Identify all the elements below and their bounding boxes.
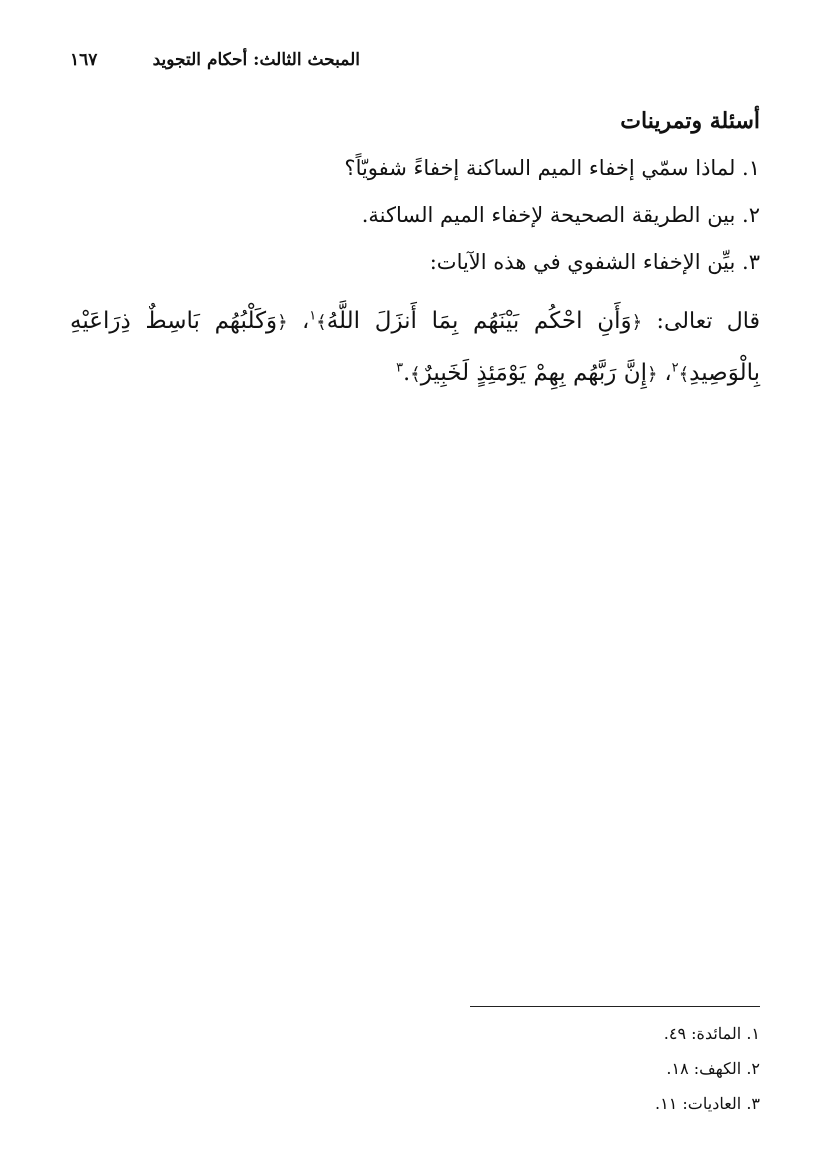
verse-separator: ،: [657, 361, 672, 386]
verse-separator: ،: [287, 309, 310, 334]
section-title: أسئلة وتمرينات: [620, 108, 760, 134]
footnote-1: ١. المائدة: ٤٩.: [663, 1024, 760, 1043]
verse-3: إِنَّ رَبَّهُم بِهِمْ يَوْمَئِذٍ لَخَبِيرٌ: [420, 360, 647, 386]
running-header: [70, 40, 360, 80]
verse-1: وَأَنِ احْكُم بَيْنَهُم بِمَا أَنزَلَ اللَّهُ: [326, 308, 632, 334]
ornate-bracket-close: ﴾: [410, 364, 421, 385]
footnote-ref-1: ١: [309, 308, 317, 324]
ornate-bracket-close: ﴾: [678, 364, 690, 385]
ornate-bracket-open: ﴿: [631, 312, 643, 333]
verse-2: وَكَلْبُهُم بَاسِطٌ ذِرَاعَيْهِ بِالْوَصِيدِ: [70, 308, 760, 386]
header-title: المبحث الثالث: أحكام التجويد: [152, 50, 360, 70]
question-3: ٣. بيِّن الإخفاء الشفوي في هذه الآيات:: [429, 250, 760, 274]
verse-block: [70, 296, 760, 400]
ornate-bracket-open: ﴿: [646, 364, 658, 385]
question-2: ٢. بين الطريقة الصحيحة لإخفاء الميم الساكنة.: [361, 203, 760, 227]
verse-end-mark: .: [403, 361, 411, 386]
footnote-2: ٢. الكهف: ١٨.: [666, 1059, 760, 1078]
verse-intro: قال تعالى:: [642, 309, 761, 334]
footnote-divider: [470, 1006, 760, 1007]
page-number: ١٦٧: [70, 50, 98, 70]
ornate-bracket-close: ﴾: [316, 312, 327, 333]
footnote-ref-2: ٢: [671, 360, 679, 376]
question-1: ١. لماذا سمّي إخفاء الميم الساكنة إخفاءً شفويّاً؟: [344, 156, 760, 180]
ornate-bracket-open: ﴿: [277, 312, 288, 333]
footnotes: [655, 1016, 760, 1121]
footnote-3: ٣. العاديات: ١١.: [655, 1094, 760, 1113]
footnote-ref-3: ٣: [396, 360, 404, 376]
